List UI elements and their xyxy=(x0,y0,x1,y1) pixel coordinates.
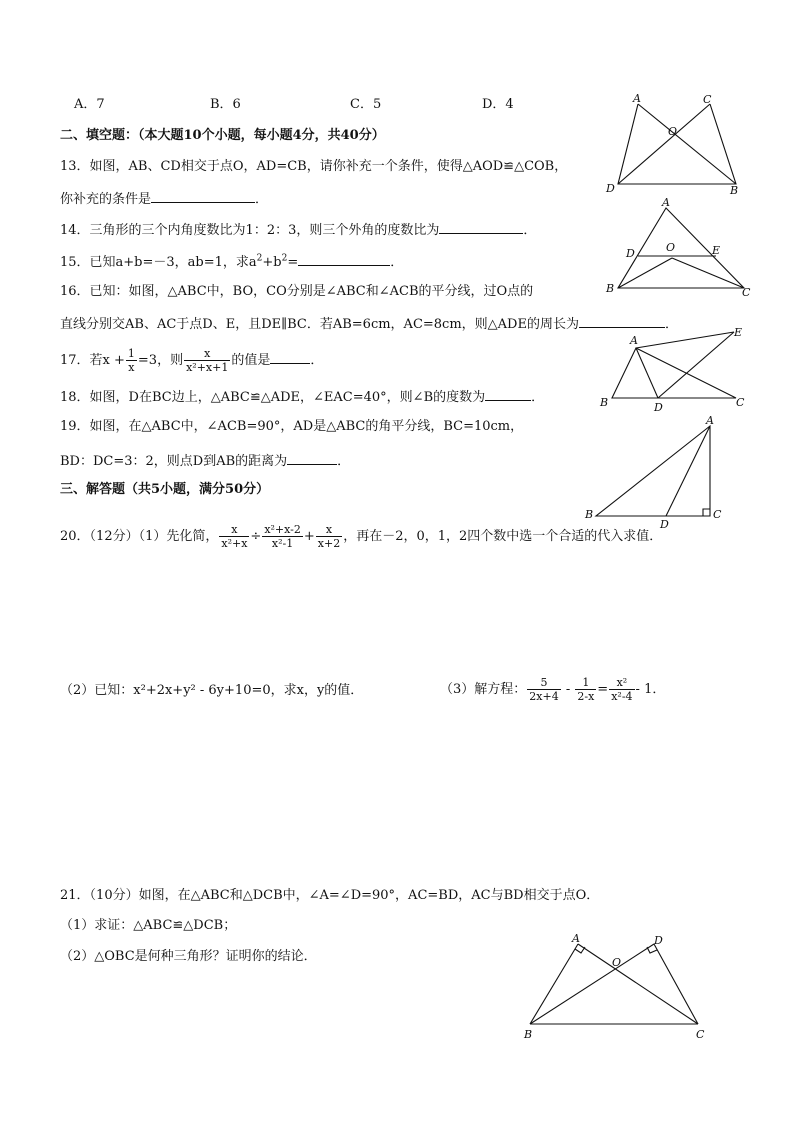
q20-e1-den: 2x+4 xyxy=(529,690,559,703)
fig21-label-c: C xyxy=(696,1028,705,1041)
q13-answer-blank xyxy=(151,189,255,203)
fig21-label-a: A xyxy=(572,932,580,945)
fig21-label-b: B xyxy=(524,1028,533,1041)
fig18-triangle-abc xyxy=(612,348,736,398)
option-b: B．6 xyxy=(210,97,241,112)
fig21-segment-ac xyxy=(578,944,698,1024)
figure-q19 xyxy=(582,412,732,530)
q20-part3-prefix: （3）解方程： xyxy=(440,682,527,697)
q20-fraction-2 xyxy=(262,523,303,550)
fig18-label-e: E xyxy=(734,326,743,339)
q20-f1-num: x xyxy=(219,523,249,537)
q20-e1-num: 5 xyxy=(527,676,560,690)
q20-e2-num: 1 xyxy=(575,676,596,690)
q16-line2-text: 直线分别交AB、AC于点D、E，且DE∥BC．若AB=6cm，AC=8cm，则△ADE的周长为 xyxy=(60,317,579,332)
fig21-label-d: D xyxy=(654,934,663,947)
q20-e2-den: 2-x xyxy=(577,690,595,703)
q20-suffix: ，再在－2，0，1，2四个数中选一个合适的代入求值． xyxy=(343,529,663,544)
fig19-triangle xyxy=(596,426,710,516)
option-c: C．5 xyxy=(350,97,382,112)
q20-e3-num: x² xyxy=(609,676,634,690)
fig18-label-b: B xyxy=(600,396,609,409)
q14-line: 14．三角形的三个内角度数比为1：2：3，则三个外角的度数比为 ． xyxy=(60,220,536,240)
fig16-label-b: B xyxy=(606,282,615,295)
figure-q16 xyxy=(600,196,760,300)
q13-line2-prefix: 你补充的条件是 xyxy=(60,192,152,207)
q17-expression-fraction xyxy=(184,347,230,374)
q17-cond-den: x xyxy=(128,361,135,374)
fig16-label-a: A xyxy=(662,196,670,209)
figure-q18 xyxy=(596,322,756,414)
q14-answer-blank xyxy=(439,220,523,234)
fig21-label-o: O xyxy=(612,956,622,969)
section-answer-title: 三、解答题（共5小题，满分50分） xyxy=(60,482,270,497)
fig16-triangle xyxy=(618,208,744,288)
q21-line1: 21．（10分）如图，在△ABC和△DCB中，∠A=∠D=90°，AC=BD，AC与BD相交于点O． xyxy=(60,888,600,903)
fig19-label-b: B xyxy=(585,508,594,521)
q15-line: 15．已知a+b=－3，ab=1，求$a^2+b^2=$ ． xyxy=(60,253,404,270)
fig16-label-c: C xyxy=(742,286,751,299)
fig16-segment-bo xyxy=(618,258,672,288)
q20-eq-fraction-1 xyxy=(527,676,560,703)
fig21-segment-cd xyxy=(654,944,698,1024)
fig19-label-c: C xyxy=(713,508,722,521)
q20-prefix: 20．（12分）（1）先化简， xyxy=(60,529,219,544)
q17-mid: =3，则 xyxy=(137,353,184,368)
q21-part1: （1）求证：△ABC≌△DCB； xyxy=(60,918,237,933)
q19-answer-blank xyxy=(287,451,337,465)
q17-expr-num: x xyxy=(184,347,230,361)
fig18-label-c: C xyxy=(736,396,745,409)
q19-line2-text: BD：DC=3：2，则点D到AB的距离为 xyxy=(60,454,288,469)
q20-f1-den: x²+x xyxy=(221,537,248,550)
q20-part3: （3）解方程： $\frac{5}{2x+4}$ - $\frac{1}{2-x}$ = $\frac{\text{x²}}{\text{x²-4}}$ - 1． xyxy=(440,676,666,703)
section-fill-in-title: 二、填空题：（本大题10个小题，每小题4分，共40分） xyxy=(60,128,385,143)
q20-part3-suffix: - 1． xyxy=(635,682,666,697)
q13-line2: 你补充的条件是 ． xyxy=(60,189,268,209)
q16-line1: 16．已知：如图，△ABC中，BO，CO分别是∠ABC和∠ACB的平分线，过O点的 xyxy=(60,284,534,299)
option-a: A．7 xyxy=(74,97,105,112)
fig13-label-a: A xyxy=(633,92,641,105)
fig21-segment-ba xyxy=(530,944,578,1024)
q20-f3-den: x+2 xyxy=(317,537,341,550)
q20-op1: ÷ xyxy=(250,529,262,544)
fig16-label-o: O xyxy=(666,241,676,254)
fig13-label-d: D xyxy=(606,182,615,195)
q18-text: 18．如图，D在BC边上，△ABC≌△ADE，∠EAC=40°，则∠B的度数为 xyxy=(60,390,486,405)
q20-part1 xyxy=(60,520,662,554)
fig19-right-angle-mark xyxy=(703,509,710,516)
q20-f3-num: x xyxy=(316,523,342,537)
q16-line2: 直线分别交AB、AC于点D、E，且DE∥BC．若AB=6cm，AC=8cm，则△ADE的周长为 ． xyxy=(60,314,678,334)
q20-f2-den: x²-1 xyxy=(271,537,294,550)
q20-eq-fraction-2 xyxy=(575,676,596,703)
fig19-bisector-ad xyxy=(666,426,710,516)
q20-f2-num: x²+x-2 xyxy=(264,523,301,536)
q20-e3-den: x²-4 xyxy=(611,690,633,703)
q17-prefix: 17．若x + xyxy=(60,353,125,368)
fig18-segment-ae xyxy=(636,332,734,348)
figure-q21 xyxy=(520,930,720,1046)
q20-eq-fraction-3 xyxy=(609,676,634,703)
fig18-segment-ad xyxy=(636,348,658,398)
q15-mid: +b xyxy=(262,255,282,270)
fig13-label-b: B xyxy=(730,184,739,196)
fig19-label-d: D xyxy=(660,518,669,530)
q18-answer-blank xyxy=(485,387,531,401)
fig13-label-c: C xyxy=(703,93,712,106)
q18-line: 18．如图，D在BC边上，△ABC≌△ADE，∠EAC=40°，则∠B的度数为 ． xyxy=(60,387,544,407)
fig13-label-o: O xyxy=(668,125,678,138)
q14-text: 14．三角形的三个内角度数比为1：2：3，则三个外角的度数比为 xyxy=(60,223,440,238)
fig16-label-e: E xyxy=(712,244,721,257)
q17-expr-den: x²+x+1 xyxy=(186,361,229,374)
q13-line1: 13．如图，AB、CD相交于点O，AD=CB，请你补充一个条件，使得△AOD≌△COB， xyxy=(60,159,568,174)
q17-condition-fraction xyxy=(126,347,137,374)
q21-part2: （2）△OBC是何种三角形？证明你的结论． xyxy=(60,949,317,964)
q15-suffix: = xyxy=(287,255,299,270)
q19-line1: 19．如图，在△ABC中，∠ACB=90°，AD是△ABC的角平分线，BC=10cm， xyxy=(60,419,524,434)
q17-answer-blank xyxy=(270,350,310,364)
q20-fraction-1 xyxy=(219,523,249,550)
q17-cond-num: 1 xyxy=(127,347,135,360)
fig21-segment-db xyxy=(530,944,654,1024)
option-d: D．4 xyxy=(482,97,514,112)
fig19-label-a: A xyxy=(706,414,714,427)
fig13-segment-cd xyxy=(618,104,710,184)
q17-line: 17．若x + $\frac{1}{x}$ =3，则 $\frac{x}{\text{x²+x+1}}$ 的值是 ． xyxy=(60,347,324,374)
fig16-segment-co xyxy=(672,258,744,288)
fig18-label-a: A xyxy=(630,334,638,347)
fig13-outline xyxy=(618,104,736,184)
figure-q13 xyxy=(600,92,750,196)
q20-fraction-3 xyxy=(316,523,342,550)
fig16-label-d: D xyxy=(626,247,635,260)
q20-op2: + xyxy=(303,529,315,544)
q20-part2: （2）已知：x²+2x+y² - 6y+10=0，求x，y的值． xyxy=(60,683,364,698)
q19-line2: BD：DC=3：2，则点D到AB的距离为 ． xyxy=(60,451,350,471)
fig13-segment-ab xyxy=(638,104,736,184)
fig18-label-d: D xyxy=(654,401,663,414)
q15-answer-blank xyxy=(298,252,390,266)
q15-prefix: 15．已知a+b=－3，ab=1，求a xyxy=(60,255,257,270)
q17-suffix: 的值是 xyxy=(231,353,271,368)
